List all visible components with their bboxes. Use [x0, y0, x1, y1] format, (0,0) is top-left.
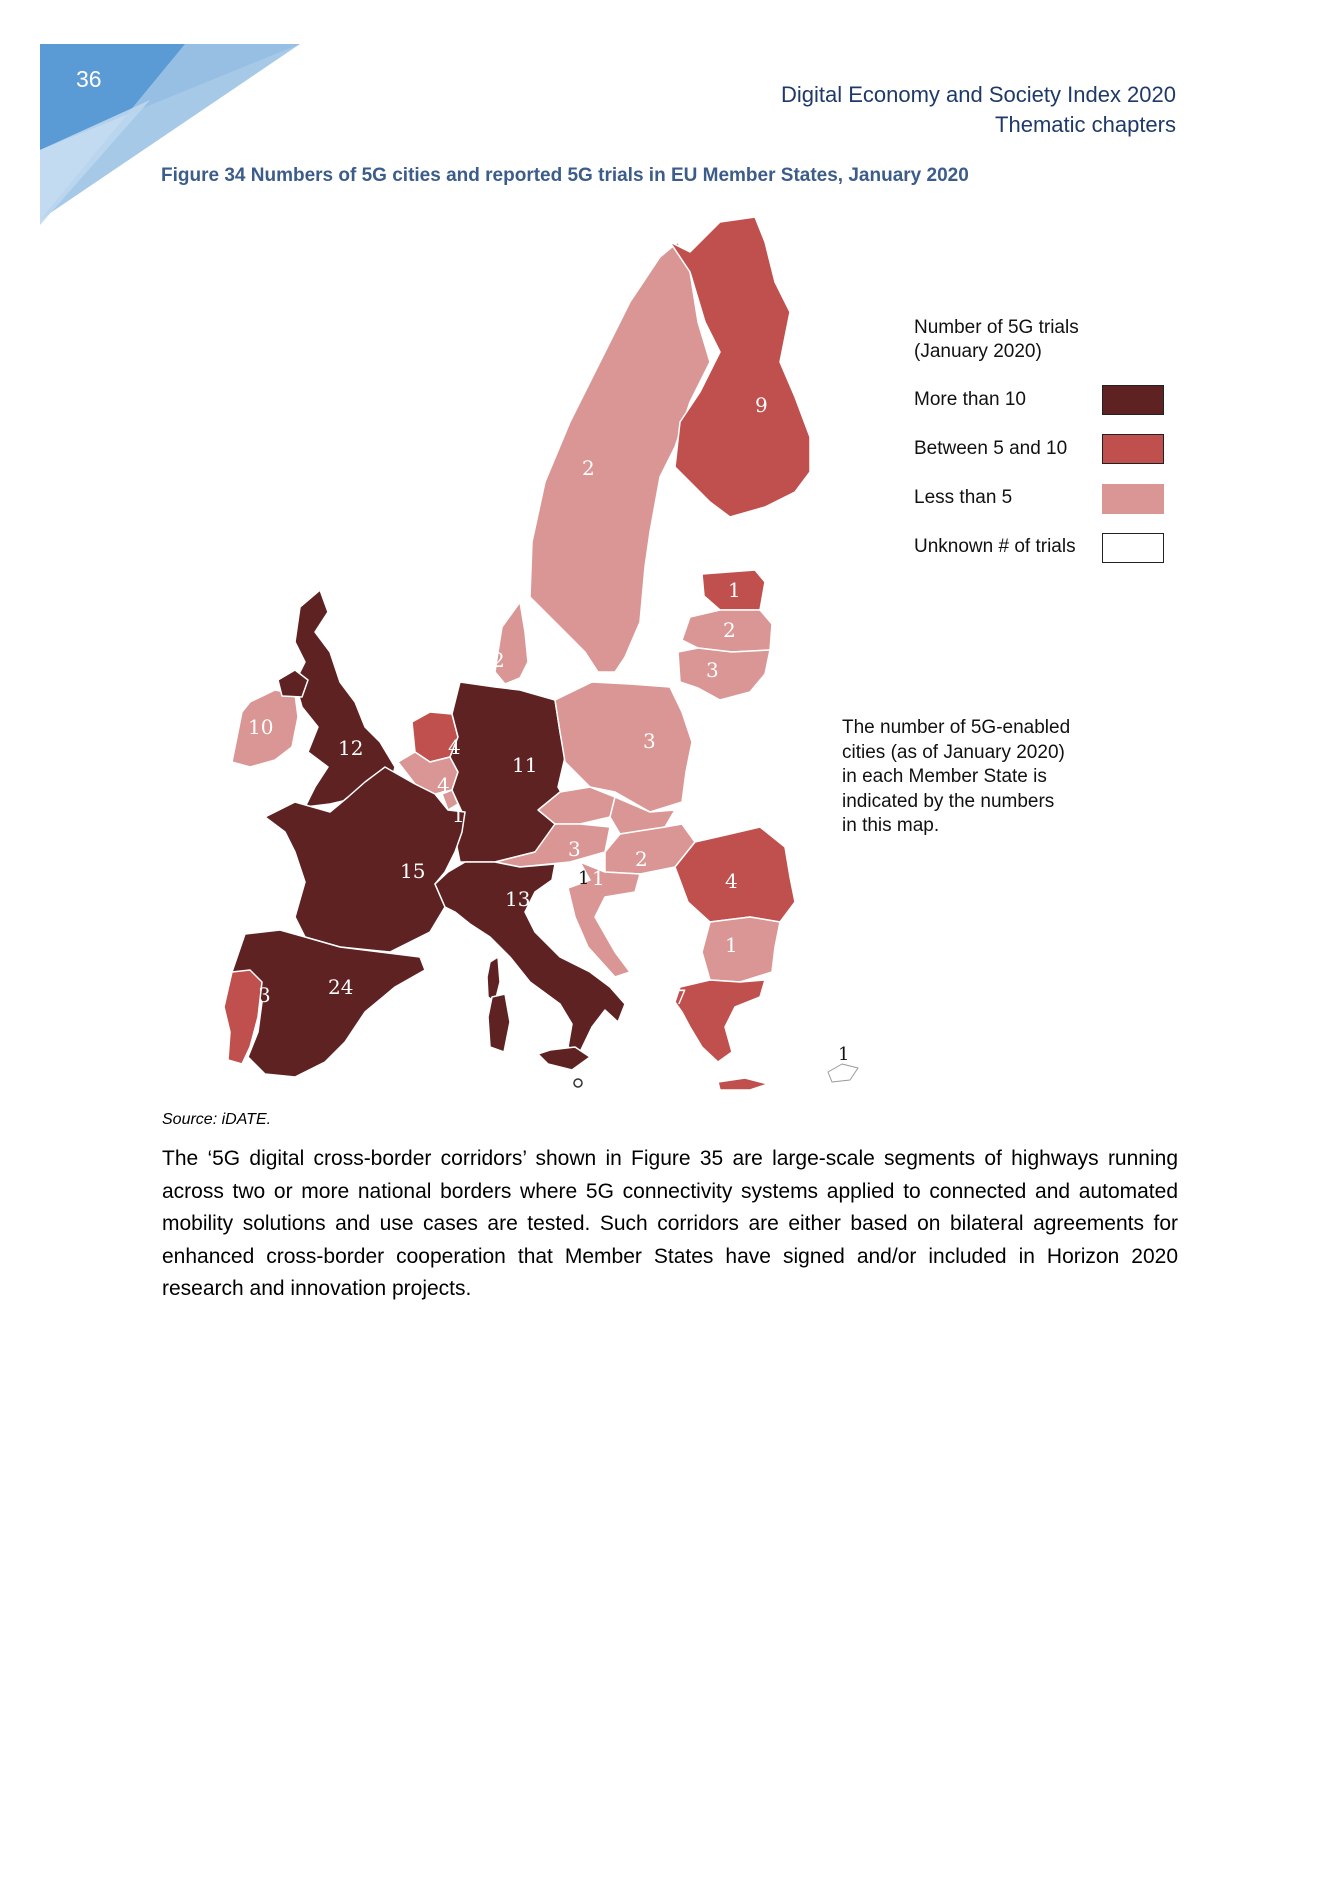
legend-swatch-more-than-10	[1102, 385, 1164, 415]
label-france: 15	[400, 859, 426, 883]
legend-label-more-than-10: More than 10	[914, 389, 1026, 410]
label-slovenia: 1	[578, 868, 590, 889]
country-malta	[574, 1079, 582, 1087]
header-subtitle: Thematic chapters	[995, 112, 1176, 137]
legend-label-less-than-5: Less than 5	[914, 487, 1013, 508]
map-note	[842, 716, 1142, 839]
map-note-line: The number of 5G-enabled	[842, 717, 1071, 738]
label-luxembourg: 1	[452, 803, 465, 827]
label-romania: 4	[725, 869, 738, 893]
label-cyprus: 1	[838, 1044, 850, 1065]
label-netherlands: 4	[448, 735, 461, 759]
country-greece	[675, 980, 765, 1062]
label-austria: 3	[568, 837, 581, 861]
label-hungary: 2	[635, 847, 648, 871]
country-italy-sicily	[538, 1047, 590, 1070]
label-belgium: 4	[437, 773, 450, 797]
legend-swatch-between-5-and-10	[1102, 434, 1164, 464]
body-paragraph: The ‘5G digital cross-border corridors’ shown in Figure 35 are large-scale segments of highways running across two or more national borders where 5G connectivity systems applied to connected and automated mobility solutions and use cases are tested. Such corridors are either based on bilateral agreements for enhanced cross-border cooperation that Member States have signed and/or included in Horizon 2020 research and innovation projects.	[162, 1147, 1178, 1300]
label-estonia: 1	[728, 578, 741, 602]
label-latvia: 2	[723, 618, 736, 642]
page-number: 36	[76, 66, 102, 92]
country-bulgaria	[702, 917, 780, 982]
header-title: Digital Economy and Society Index 2020	[780, 82, 1176, 107]
legend-swatch-less-than-5	[1102, 484, 1164, 514]
label-denmark: 2	[492, 648, 505, 672]
label-greece: 7	[674, 985, 687, 1009]
legend-title	[914, 316, 1079, 364]
map-note-line: cities (as of January 2020)	[842, 741, 1065, 763]
corner-decoration	[0, 0, 310, 230]
legend-title-line2: (January 2020)	[914, 341, 1042, 362]
country-lithuania	[678, 648, 770, 700]
label-uk: 12	[338, 736, 364, 760]
country-italy-sardinia	[488, 994, 510, 1052]
country-cyprus	[828, 1064, 858, 1082]
label-finland: 9	[755, 393, 768, 417]
label-bulgaria: 1	[725, 933, 738, 957]
map-note-line: in each Member State is	[842, 766, 1047, 787]
label-germany: 11	[512, 753, 538, 777]
country-france	[265, 767, 465, 952]
label-ireland: 10	[248, 715, 274, 739]
label-portugal: 3	[258, 983, 271, 1007]
legend-title-line1: Number of 5G trials	[914, 317, 1079, 338]
map-note-line: indicated by the numbers	[842, 790, 1055, 812]
legend-label-unknown: Unknown # of trials	[914, 536, 1076, 557]
legend-swatch-unknown	[1102, 533, 1164, 563]
label-sweden: 2	[582, 456, 595, 480]
label-poland: 3	[643, 729, 656, 753]
source-note: Source: iDATE.	[162, 1111, 272, 1128]
figure-caption: Figure 34 Numbers of 5G cities and reported 5G trials in EU Member States, January 2020	[161, 165, 969, 186]
country-greece-crete	[718, 1078, 768, 1090]
eu-5g-map	[220, 212, 870, 1092]
label-croatia: 1	[592, 866, 605, 890]
map-note-line: in this map.	[842, 815, 940, 836]
label-lithuania: 3	[706, 658, 719, 682]
label-spain: 24	[328, 975, 354, 999]
label-italy: 13	[505, 887, 531, 911]
legend-label-between-5-and-10: Between 5 and 10	[914, 438, 1068, 459]
